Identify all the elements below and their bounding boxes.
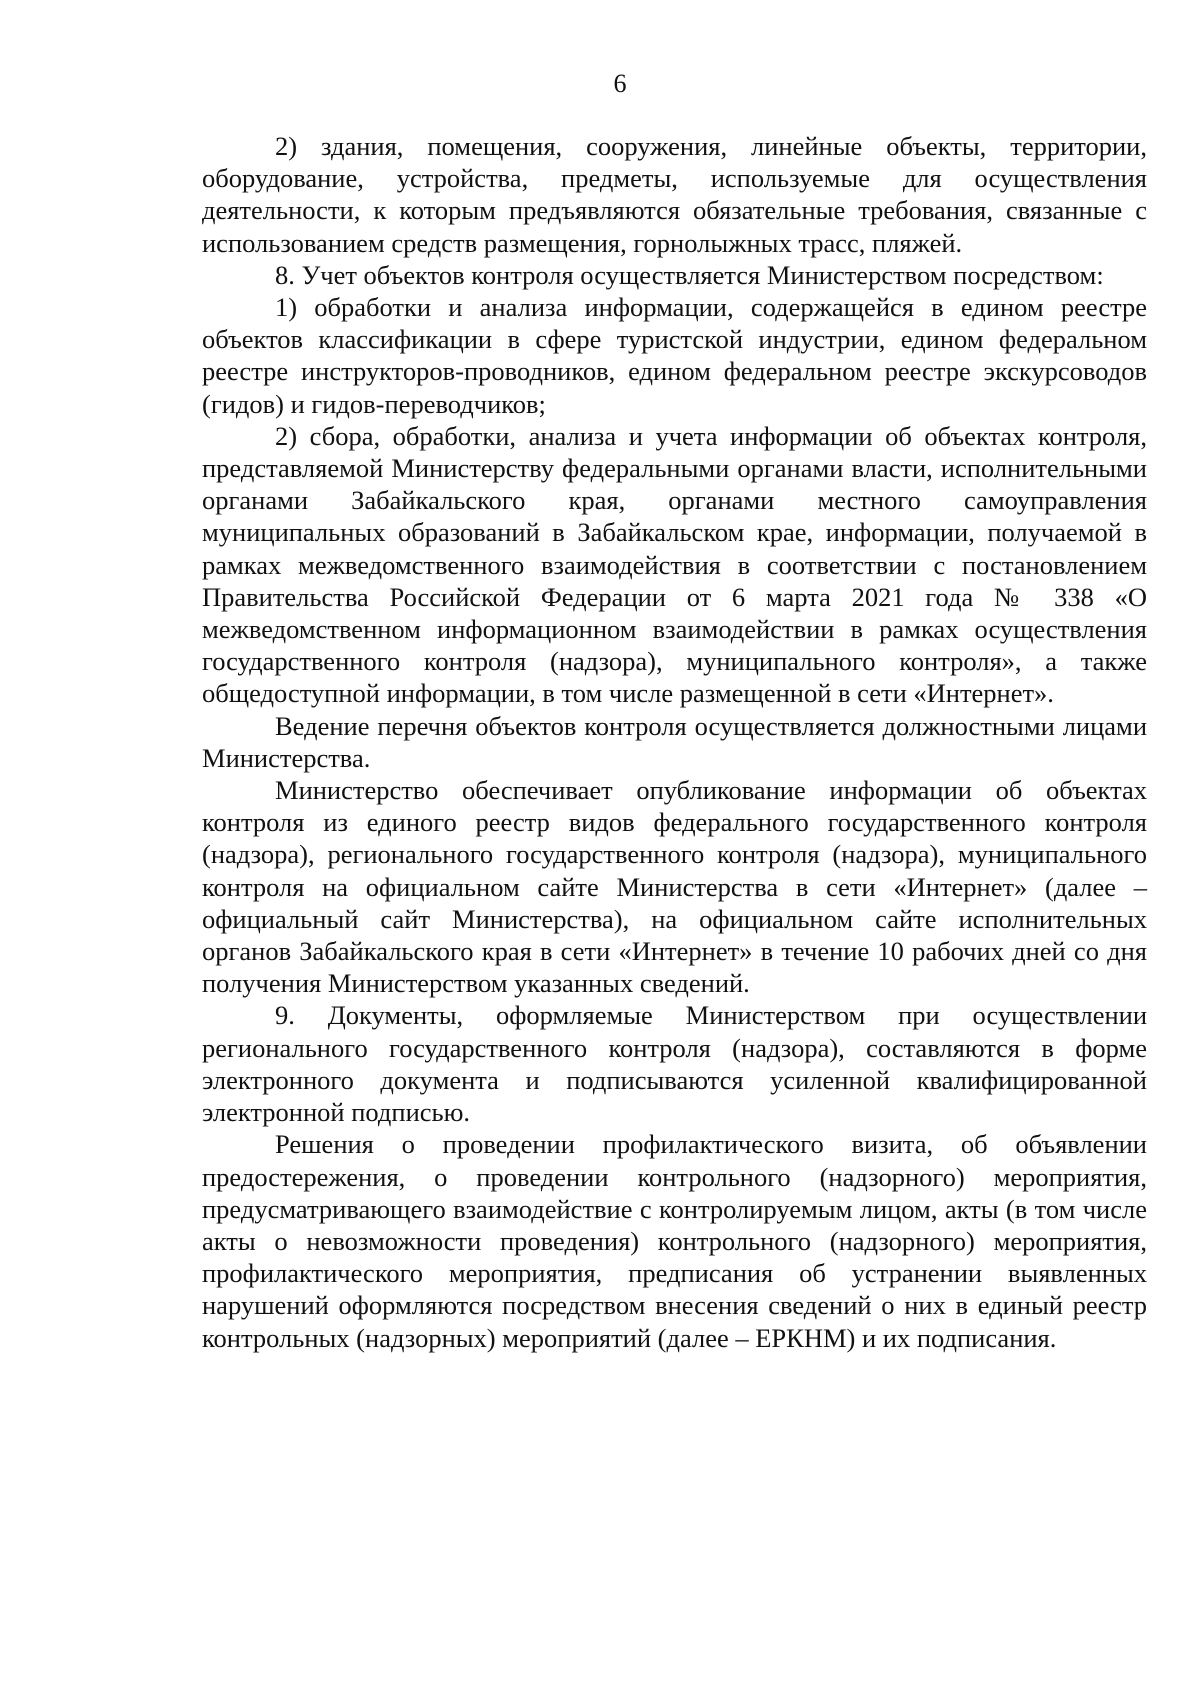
paragraph-publication: Министерство обеспечивает опубликование информации об объектах контроля из единого реестр видов федерального государственного контроля (надзора), регионального государственного контроля (надзора), муниципального контроля на официальном сайте Министерства в сети «Интернет» (далее – официальный сайт Министерства), на официальном сайте исполнительных органов Забайкальского края в сети «Интернет» в течение 10 рабочих дней со дня получения Министерством указанных сведений. bbox=[202, 775, 1147, 999]
paragraph-item-1-registries: 1) обработки и анализа информации, содержащейся в едином реестре объектов классификации в сфере туристской индустрии, едином федеральном реестре инструкторов-проводников, едином федеральном реестре экскурсоводов (гидов) и гидов-переводчиков; bbox=[202, 292, 1147, 419]
paragraph-section-8: 8. Учет объектов контроля осуществляется Министерством посредством: bbox=[275, 259, 1104, 290]
paragraph-item-2-information: 2) сбора, обработки, анализа и учета информации об объектах контроля, представляемой Министерству федеральными органами власти, исполнительными органами Забайкальского края, органами местного самоуправления муниципальных образований в Забайкальском крае, информации, получаемой в рамках межведомственного взаимодействия в соответствии с постановлением Правительства Российской Федерации от 6 марта 2021 года № 338 «О межведомственном информационном взаимодействии в рамках осуществления государственного контроля (надзора), муниципального контроля», а также общедоступной информации, в том числе размещенной в сети «Интернет». bbox=[202, 420, 1147, 709]
paragraph-decisions: Решения о проведении профилактического визита, об объявлении предостережения, о проведении контрольного (надзорного) мероприятия, предусматривающего взаимодействие с контролируемым лицом, акты (в том числе акты о невозможности проведения) контрольного (надзорного) мероприятия, профилактического мероприятия, предписания об устранении выявленных нарушений оформляются посредством внесения сведений о них в единый реестр контрольных (надзорных) мероприятий (далее – ЕРКНМ) и их подписания. bbox=[202, 1129, 1147, 1353]
document-body bbox=[202, 130, 1147, 1354]
paragraph-item-2-objects: 2) здания, помещения, сооружения, линейные объекты, территории, оборудование, устройства, предметы, используемые для осуществления деятельности, к которым предъявляются обязательные требования, связанные с использованием средств размещения, горнолыжных трасс, пляжей. bbox=[202, 131, 1147, 258]
paragraph-list-maintenance: Ведение перечня объектов контроля осуществляется должностными лицами Министерства. bbox=[202, 710, 1147, 773]
paragraph-section-9: 9. Документы, оформляемые Министерством при осуществлении регионального государственного контроля (надзора), составляются в форме электронного документа и подписываются усиленной квалифицированной электронной подписью. bbox=[202, 1000, 1147, 1128]
page-number: 6 bbox=[613, 69, 627, 98]
